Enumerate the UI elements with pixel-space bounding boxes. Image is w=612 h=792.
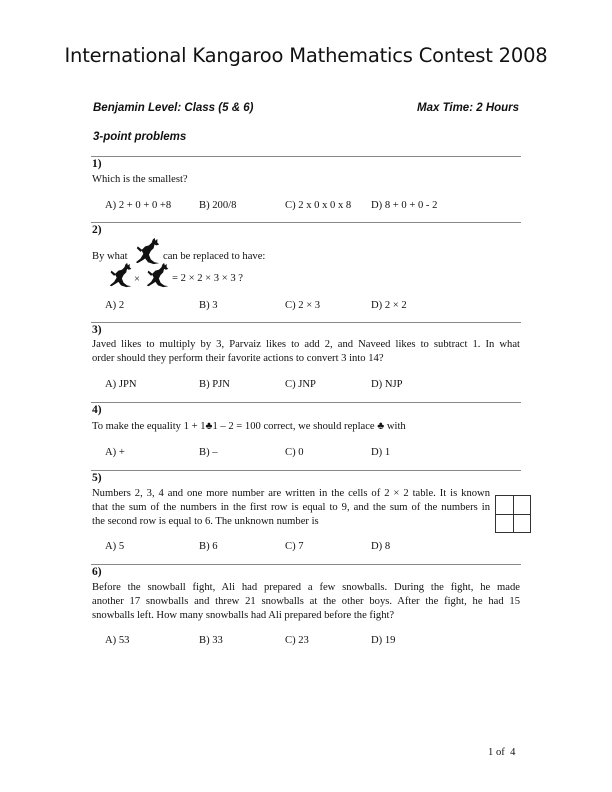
kangaroo-icon xyxy=(145,262,171,288)
question-text: By what xyxy=(92,251,128,262)
option-c: C) 7 xyxy=(285,541,304,552)
option-c: C) 0 xyxy=(285,447,304,458)
divider xyxy=(91,156,521,157)
option-d: D) 1 xyxy=(371,447,391,458)
question-number: 3) xyxy=(92,324,102,336)
option-a: A) + xyxy=(105,447,125,458)
question-number: 4) xyxy=(92,404,102,416)
question-number: 5) xyxy=(92,472,102,484)
question-text-line: Numbers 2, 3, 4 and one more number are written in the cells of 2 × 2 table. It is known xyxy=(92,488,490,499)
option-d: D) 8 xyxy=(371,541,391,552)
question-number: 1) xyxy=(92,158,102,170)
contest-title: International Kangaroo Mathematics Contest 2008 xyxy=(64,44,548,67)
option-b: B) – xyxy=(199,447,218,458)
option-a: A) 2 + 0 + 0 +8 xyxy=(105,200,172,211)
question-text-line: another 17 snowballs and threw 21 snowballs at the other boys. After the fight, he had 15 xyxy=(92,596,520,607)
option-b: B) 200/8 xyxy=(199,200,237,211)
question-number: 2) xyxy=(92,224,102,236)
equation-rhs: = 2 × 2 × 3 × 3 ? xyxy=(172,273,243,284)
question-text-line: Before the snowball fight, Ali had prepared a few snowballs. During the fight, he made xyxy=(92,582,520,593)
option-c: C) 2 × 3 xyxy=(285,300,321,311)
question-text-line: the second row is equal to 6. The unknown number is xyxy=(92,516,319,527)
option-d: D) 8 + 0 + 0 - 2 xyxy=(371,200,438,211)
times-sign: × xyxy=(134,274,140,285)
divider xyxy=(91,402,521,403)
option-b: B) 33 xyxy=(199,635,223,646)
option-c: C) 2 x 0 x 0 x 8 xyxy=(285,200,352,211)
option-b: B) PJN xyxy=(199,379,230,390)
question-text: To make the equality 1 + 1♣1 – 2 = 100 correct, we should replace ♣ with xyxy=(92,421,406,432)
question-text-line: that the sum of the numbers in the first row is equal to 9, and the sum of the numbers in xyxy=(92,502,490,513)
kangaroo-icon xyxy=(108,262,134,288)
question-text-line: snowballs left. How many snowballs had Ali prepared before the fight? xyxy=(92,610,395,621)
option-d: D) 2 × 2 xyxy=(371,300,407,311)
option-c: C) 23 xyxy=(285,635,309,646)
question-text: Which is the smallest? xyxy=(92,174,188,185)
option-d: D) 19 xyxy=(371,635,396,646)
kangaroo-icon xyxy=(134,237,162,265)
option-c: C) JNP xyxy=(285,379,316,390)
max-time-label: Max Time: 2 Hours xyxy=(417,102,520,114)
divider xyxy=(91,564,521,565)
question-text: can be replaced to have: xyxy=(163,251,266,262)
option-d: D) NJP xyxy=(371,379,403,390)
option-a: A) 2 xyxy=(105,300,125,311)
option-b: B) 3 xyxy=(199,300,218,311)
page-number: 1 of 4 xyxy=(488,747,516,758)
divider xyxy=(91,322,521,323)
question-text-line: Javed likes to multiply by 3, Parvaiz likes to add 2, and Naveed likes to subtract 1. In what xyxy=(92,339,520,350)
option-b: B) 6 xyxy=(199,541,218,552)
option-a: A) JPN xyxy=(105,379,137,390)
question-text-line: order should they perform their favorite actions to convert 3 into 14? xyxy=(92,353,384,364)
option-a: A) 53 xyxy=(105,635,130,646)
question-number: 6) xyxy=(92,566,102,578)
divider xyxy=(91,222,521,223)
section-heading: 3-point problems xyxy=(93,131,187,143)
table-divider xyxy=(496,514,530,515)
option-a: A) 5 xyxy=(105,541,125,552)
divider xyxy=(91,470,521,471)
two-by-two-table xyxy=(495,495,531,533)
level-label: Benjamin Level: Class (5 & 6) xyxy=(93,102,254,114)
